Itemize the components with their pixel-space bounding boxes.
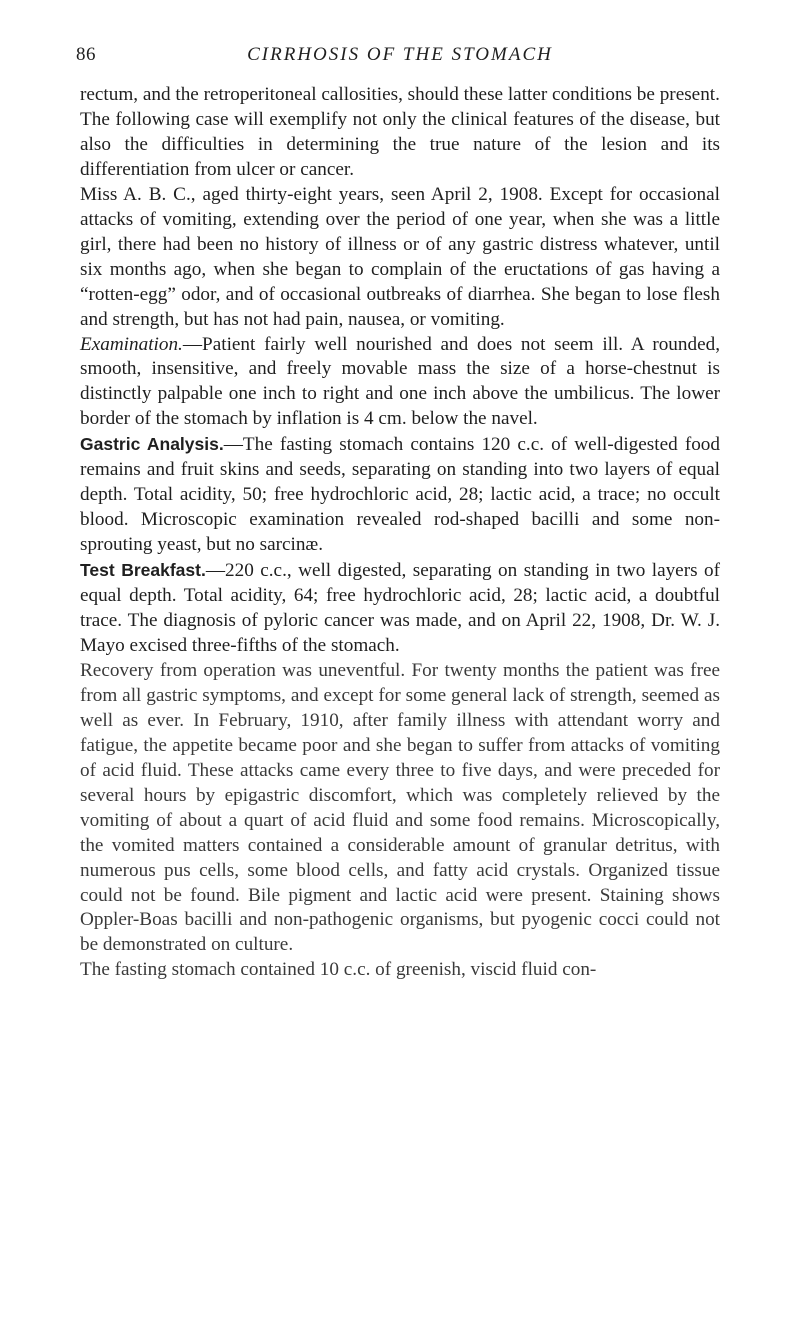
paragraph-gastric-analysis xyxy=(80,432,720,558)
page-number: 86 xyxy=(76,44,96,65)
examination-text: —Patient fairly well nourished and does not seem ill. A rounded, smooth, insensitive, and freely movable mass the size of a horse-chestnut is distinctly palpable one inch to right and one inch above the umbilicus. The lower border of the stomach by inflation is 4 cm. below the navel. xyxy=(80,333,720,430)
paragraph-recovery: Recovery from operation was uneventful. For twenty months the patient was free from all gastric symptoms, and except for some general lack of strength, seemed as well as ever. In February, 1910, after family illness with attendant worry and fatigue, the appetite became poor and she began to suffer from attacks of vomiting of acid fluid. These attacks came every three to five days, and were preceded for several hours by epigastric discomfort, which was completely relieved by the vomiting of about a quart of acid fluid and some food remains. Microscopically, the vomited matters contained a considerable amount of granular detritus, with numerous pus cells, some blood cells, and fatty acid crystals. Organized tissue could not be found. Bile pigment and lactic acid were present. Staining shows Oppler-Boas bacilli and non-pathogenic organisms, but pyogenic cocci could not be demonstrated on culture. xyxy=(80,659,720,956)
gastric-analysis-heading: Gastric Analysis. xyxy=(80,434,224,455)
page-header xyxy=(76,44,720,70)
gastric-analysis-text: —The fasting stomach contains 120 c.c. of well-digested food remains and fruit skins and seeds, separating on standing into two layers of equal depth. Total acidity, 50; free hydrochloric acid, 28; lactic acid, a trace; no occult blood. Microscopic examination revealed rod-shaped bacilli and some non-sprouting yeast, but no sarcinæ. xyxy=(80,434,720,556)
paragraph-case-intro: The following case will exemplify not only the clinical features of the disease, but also the difficulties in determining the true nature of the lesion and its differentiation from ulcer or cancer. xyxy=(80,108,720,180)
paragraph-fasting-stomach: The fasting stomach contained 10 c.c. of greenish, viscid fluid con- xyxy=(80,959,597,981)
paragraph-case-history: Miss A. B. C., aged thirty-eight years, seen April 2, 1908. Except for occasional attacks of vomiting, extending over the period of one year, when she was a little girl, there had been no history of illness or of any gastric distress whatever, until six months ago, when she began to complain of the eructations of gas having a “rotten-egg” odor, and of occasional outbreaks of diarrhea. She began to lose flesh and strength, but has not had pain, nausea, or vomiting. xyxy=(80,183,720,330)
paragraph-test-breakfast xyxy=(80,558,720,659)
paragraph-continuation: rectum, and the retroperitoneal callosities, should these latter conditions be present. xyxy=(80,84,720,105)
test-breakfast-heading: Test Breakfast. xyxy=(80,560,206,581)
running-head: CIRRHOSIS OF THE STOMACH xyxy=(247,44,553,65)
examination-heading: Examination. xyxy=(80,333,183,355)
body-text xyxy=(80,83,720,983)
test-breakfast-text: —220 c.c., well digested, separating on standing in two layers of equal depth. Total acidity, 64; free hydrochloric acid, 28; lactic acid, a doubtful trace. The diagnosis of pyloric cancer was made, and on April 22, 1908, Dr. W. J. Mayo excised three-fifths of the stomach. xyxy=(80,560,720,656)
paragraph-examination xyxy=(80,333,720,433)
